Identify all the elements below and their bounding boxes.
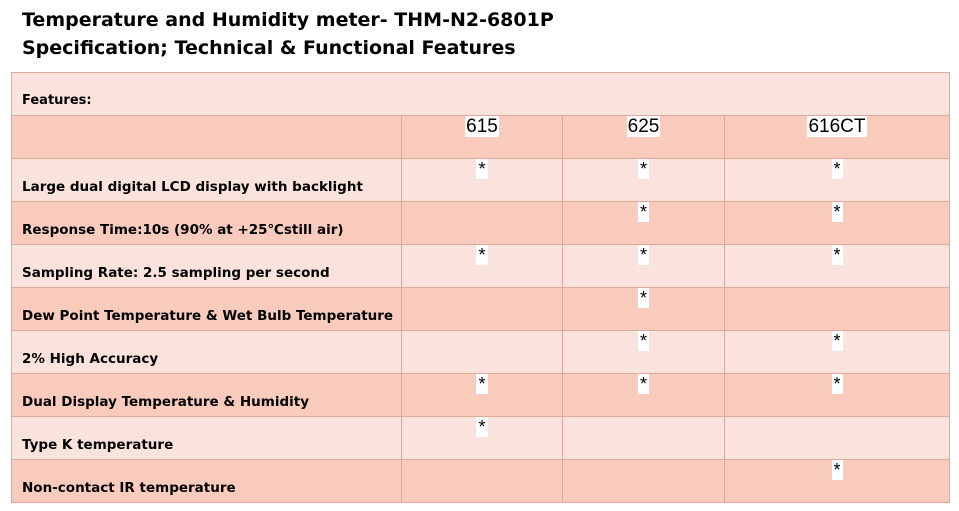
feature-label: Large dual digital LCD display with backlight <box>22 179 363 195</box>
feature-cell <box>12 159 402 202</box>
table-row <box>12 331 950 374</box>
mark-cell <box>725 331 950 374</box>
asterisk-mark: * <box>478 245 486 265</box>
spec-table <box>11 72 950 503</box>
table-row <box>12 460 950 503</box>
model-header-615 <box>402 116 563 159</box>
asterisk-mark: * <box>639 331 647 351</box>
asterisk-mark: * <box>639 245 647 265</box>
feature-cell <box>12 417 402 460</box>
mark-cell <box>725 202 950 245</box>
table-row <box>12 159 950 202</box>
asterisk-mark: * <box>478 417 486 437</box>
feature-cell <box>12 245 402 288</box>
asterisk-mark: * <box>833 202 841 222</box>
asterisk-mark: * <box>833 374 841 394</box>
table-row <box>12 288 950 331</box>
feature-cell <box>12 374 402 417</box>
mark-cell <box>725 245 950 288</box>
feature-cell <box>12 460 402 503</box>
mark-cell <box>725 374 950 417</box>
asterisk-mark: * <box>478 159 486 179</box>
feature-label: Sampling Rate: 2.5 sampling per second <box>22 265 330 281</box>
features-label: Features: <box>22 93 92 108</box>
asterisk-mark: * <box>639 374 647 394</box>
asterisk-mark: * <box>833 245 841 265</box>
mark-cell <box>402 331 563 374</box>
mark-cell <box>563 331 725 374</box>
mark-cell <box>563 288 725 331</box>
mark-cell <box>402 460 563 503</box>
model-label: 616CT <box>808 116 866 137</box>
asterisk-mark: * <box>639 159 647 179</box>
table-row <box>12 245 950 288</box>
asterisk-mark: * <box>833 460 841 480</box>
feature-label: Dew Point Temperature & Wet Bulb Temperature <box>22 308 394 324</box>
asterisk-mark: * <box>639 202 647 222</box>
feature-label: Response Time:10s (90% at +25℃still air) <box>22 222 344 238</box>
feature-cell <box>12 202 402 245</box>
mark-cell <box>563 417 725 460</box>
mark-cell <box>402 417 563 460</box>
mark-cell <box>402 159 563 202</box>
model-header-616ct <box>725 116 950 159</box>
model-header-row <box>12 116 950 159</box>
feature-label: 2% High Accuracy <box>22 351 159 367</box>
mark-cell <box>402 245 563 288</box>
table-row <box>12 202 950 245</box>
asterisk-mark: * <box>833 331 841 351</box>
feature-label: Non-contact IR temperature <box>22 480 236 496</box>
mark-cell <box>563 374 725 417</box>
model-label: 615 <box>466 116 498 137</box>
mark-cell <box>563 202 725 245</box>
mark-cell <box>725 460 950 503</box>
model-header-625 <box>563 116 725 159</box>
table-row <box>12 374 950 417</box>
feature-cell <box>12 331 402 374</box>
features-row <box>12 73 950 116</box>
mark-cell <box>402 202 563 245</box>
header-empty-cell <box>12 116 402 159</box>
mark-cell <box>725 288 950 331</box>
table-row <box>12 417 950 460</box>
feature-cell <box>12 288 402 331</box>
title-line-1: Temperature and Humidity meter- THM-N2-6801P <box>22 9 554 31</box>
features-label-cell <box>12 73 950 116</box>
mark-cell <box>563 460 725 503</box>
mark-cell <box>563 245 725 288</box>
mark-cell <box>725 159 950 202</box>
mark-cell <box>402 288 563 331</box>
asterisk-mark: * <box>639 288 647 308</box>
mark-cell <box>725 417 950 460</box>
title-line-2: Specification; Technical & Functional Features <box>22 37 516 59</box>
model-label: 625 <box>627 116 660 137</box>
mark-cell <box>563 159 725 202</box>
feature-label: Dual Display Temperature & Humidity <box>22 394 310 410</box>
asterisk-mark: * <box>833 159 841 179</box>
mark-cell <box>402 374 563 417</box>
asterisk-mark: * <box>478 374 486 394</box>
feature-label: Type K temperature <box>22 437 174 453</box>
page-title <box>22 6 554 62</box>
